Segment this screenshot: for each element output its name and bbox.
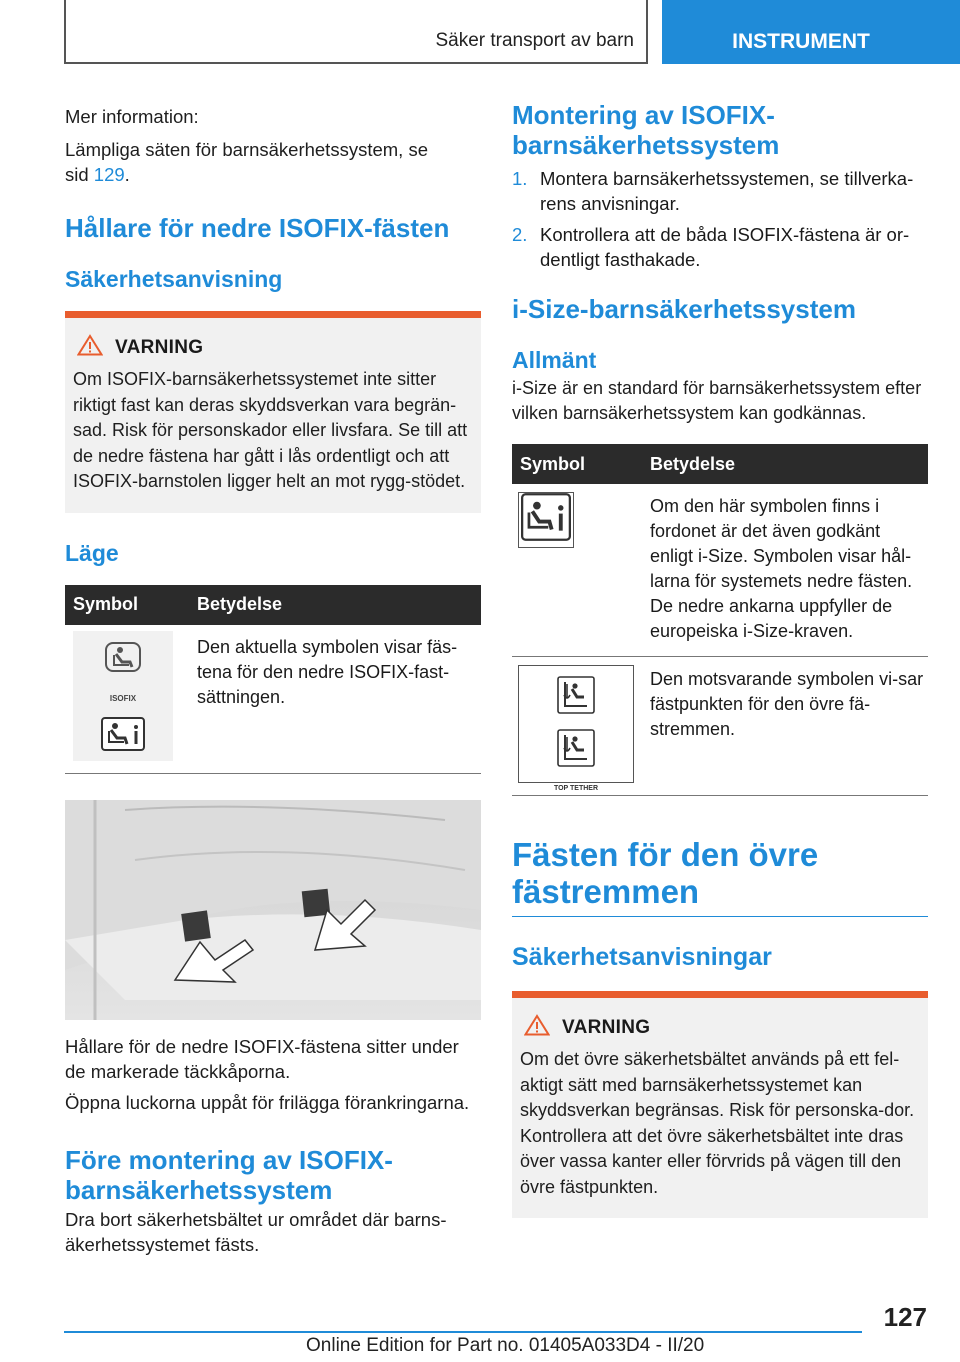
symbol-table-isofix	[65, 585, 481, 774]
warning-text: Om ISOFIX-barnsäkerhetssystemet inte sitter riktigt fast kan deras skyddsverkan vara begrän-sad. Risk för personskador eller livsfara. Se till att de nedre fästena har gått i lås ordentligt och att ISOFIX-barnstolen ligger helt an mot rygg-stödet.	[73, 369, 468, 491]
col-meaning: Betydelse	[189, 585, 481, 625]
warning-triangle-icon	[77, 334, 103, 361]
heading-before-mounting: Före montering av ISOFIX-barnsäkerhetssystem	[65, 1144, 393, 1205]
right-column	[512, 100, 928, 1218]
seat-photo	[65, 800, 481, 1020]
symbol-table-i-size	[512, 444, 928, 796]
col-meaning: Betydelse	[642, 444, 928, 484]
list-item	[512, 166, 928, 216]
chapter-tab[interactable]: INSTRUMENT	[662, 0, 960, 64]
more-info-label: Mer information:	[65, 106, 199, 127]
top-tether-meaning: Den motsvarande symbolen vi-sar fästpunkten för den övre fä-stremmen.	[642, 657, 928, 796]
warning-box	[512, 991, 928, 1218]
left-column	[65, 100, 481, 1257]
i-size-seat-icon	[521, 493, 571, 548]
warning-title: VARNING	[115, 336, 204, 358]
i-size-meaning: Om den här symbolen finns i fordonet är det även godkänt enligt i-Size. Symbolen visar hål-larna för systemets nedre fästen. De nedre ankarna uppfyller de europeiska i-Size-kraven.	[642, 484, 928, 657]
tether-anchor-icon	[557, 676, 595, 721]
i-size-seat-icon	[101, 717, 145, 758]
photo-caption-1: Hållare för de nedre ISOFIX-fästena sitter under de markerade täckkåporna.	[65, 1035, 459, 1082]
warning-title: VARNING	[562, 1016, 651, 1038]
top-tether-symbol-cell	[518, 665, 634, 792]
i-size-symbol-cell	[518, 492, 574, 548]
tether-anchor-icon	[557, 729, 595, 774]
footer-rule	[64, 1331, 862, 1333]
isofix-seat-icon	[103, 641, 143, 680]
more-info-text: Lämpliga säten för barnsäkerhetssystem, se sid 129.	[65, 139, 428, 185]
before-mounting-text: Dra bort säkerhetsbältet ur området där barns-äkerhetssystemet fästs.	[65, 1208, 447, 1255]
general-text: i-Size är en standard för barnsäkerhetssystem efter vilken barnsäkerhetssystem kan godkännas.	[512, 378, 922, 423]
col-symbol: Symbol	[65, 585, 189, 625]
top-tether-label: TOP TETHER	[553, 785, 599, 792]
subheading-safety-instructions: Säkerhetsanvisningar	[512, 943, 772, 971]
step-number: 2.	[512, 224, 528, 245]
subheading-safety: Säkerhetsanvisning	[65, 266, 283, 292]
heading-lower-isofix: Hållare för nedre ISOFIX-fästen	[65, 213, 450, 243]
edition-text: Online Edition for Part no. 01405A033D4 - II/20	[306, 1335, 705, 1356]
heading-i-size: i-Size-barnsäkerhetssystem	[512, 294, 856, 324]
photo-caption-2: Öppna luckorna uppåt för frilägga förankringarna.	[65, 1091, 470, 1113]
isofix-label: ISOFIX	[109, 693, 137, 703]
isofix-symbol-cell	[73, 631, 173, 761]
heading-rule	[512, 916, 928, 917]
warning-box	[65, 311, 481, 513]
step-text: Kontrollera att de båda ISOFIX-fästena är or-dentligt fasthakade.	[540, 224, 910, 270]
page-link-129[interactable]: 129	[93, 164, 125, 185]
mounting-steps	[512, 166, 928, 272]
warning-triangle-icon	[524, 1014, 550, 1041]
heading-mounting: Montering av ISOFIX-barnsäkerhetssystem	[512, 100, 780, 160]
subheading-position: Läge	[65, 539, 119, 566]
step-text: Montera barnsäkerhetssystemen, se tillverka-rens anvisningar.	[540, 168, 914, 214]
isofix-meaning: Den aktuella symbolen visar fäs-tena för den nedre ISOFIX-fast-sättningen.	[189, 625, 481, 774]
heading-top-tether: Fästen för den övre fästremmen	[512, 836, 819, 910]
subheading-general: Allmänt	[512, 347, 597, 373]
list-item	[512, 222, 928, 272]
header-section-box	[64, 0, 648, 64]
step-number: 1.	[512, 168, 528, 189]
page-number: 127	[883, 1302, 927, 1332]
section-title: Säker transport av barn	[435, 30, 634, 51]
warning-text: Om det övre säkerhetsbältet används på ett fel-aktigt sätt med barnsäkerhetssystemet kan skyddsverkan begränsas. Risk för personska-dor. Kontrollera att det övre säkerhetsbältet inte dras över vassa kanter eller förvrids på vägen till den övre fästpunkten.	[520, 1049, 915, 1197]
col-symbol: Symbol	[512, 444, 642, 484]
